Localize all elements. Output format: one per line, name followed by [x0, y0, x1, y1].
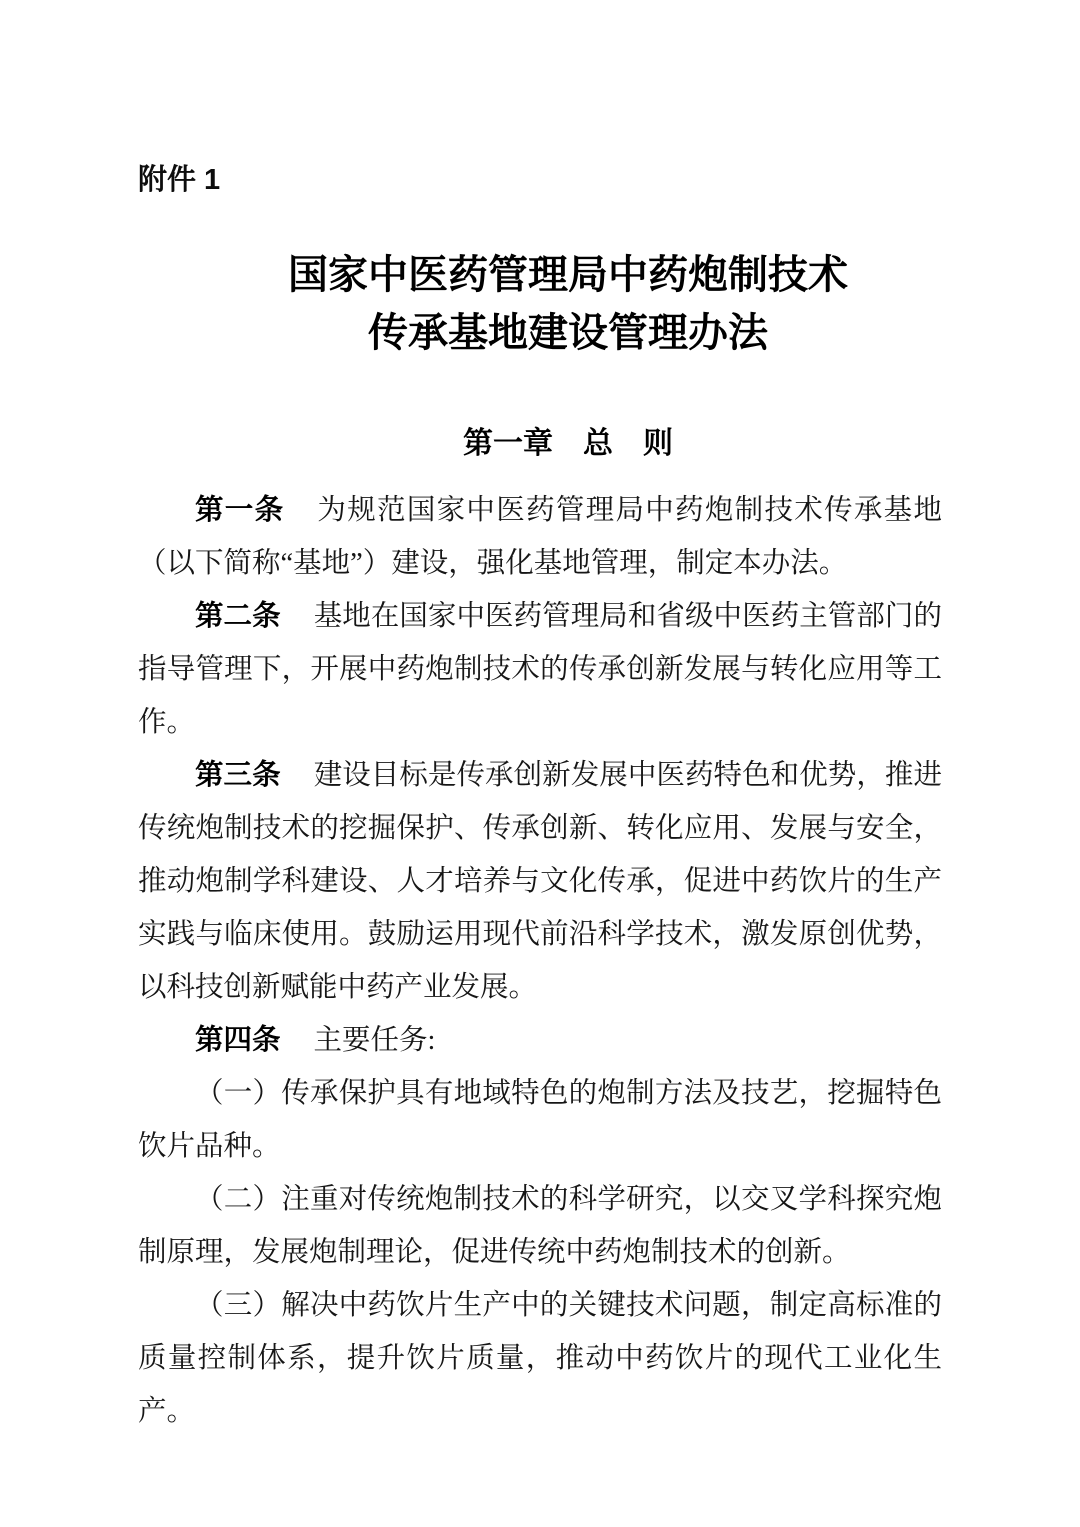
document-title [0, 246, 1080, 362]
article-item-1 [138, 1067, 942, 1173]
article-paragraph-4 [138, 1014, 942, 1067]
article-number-label: 第二条 [195, 600, 281, 632]
article-paragraph-2 [138, 590, 942, 749]
article-text: 基地在国家中医药管理局和省级中医药主管部门的指导管理下，开展中药炮制技术的传承创新发展与转化应用等工作。 [138, 601, 942, 738]
article-text: 主要任务: [313, 1025, 436, 1056]
article-number-label: 第四条 [195, 1024, 281, 1056]
article-text: （二）注重对传统炮制技术的科学研究，以交叉学科探究炮制原理，发展炮制理论，促进传统中药炮制技术的创新。 [138, 1184, 942, 1268]
document-body [138, 484, 942, 1438]
article-number-label: 第一条 [195, 494, 285, 526]
article-paragraph-3 [138, 749, 942, 1014]
article-item-2 [138, 1173, 942, 1279]
document-title-line-2: 传承基地建设管理办法 [368, 310, 768, 355]
article-item-3 [138, 1279, 942, 1438]
article-text: 为规范国家中医药管理局中药炮制技术传承基地（以下简称“基地”）建设，强化基地管理，制定本办法。 [138, 495, 942, 579]
article-text: （一）传承保护具有地域特色的炮制方法及技艺，挖掘特色饮片品种。 [138, 1078, 942, 1162]
article-paragraph-1 [138, 484, 942, 590]
article-number-label: 第三条 [195, 759, 281, 791]
article-text: （三）解决中药饮片生产中的关键技术问题，制定高标准的质量控制体系，提升饮片质量，推动中药饮片的现代工业化生产。 [138, 1290, 942, 1427]
attachment-label: 附件 1 [138, 164, 221, 196]
article-text: 建设目标是传承创新发展中医药特色和优势，推进传统炮制技术的挖掘保护、传承创新、转化应用、发展与安全，推动炮制学科建设、人才培养与文化传承，促进中药饮片的生产实践与临床使用。鼓励运用现代前沿科学技术，激发原创优势，以科技创新赋能中药产业发展。 [138, 760, 942, 1003]
document-title-line-1: 国家中医药管理局中药炮制技术 [288, 252, 848, 297]
chapter-heading: 第一章 总 则 [463, 427, 673, 460]
